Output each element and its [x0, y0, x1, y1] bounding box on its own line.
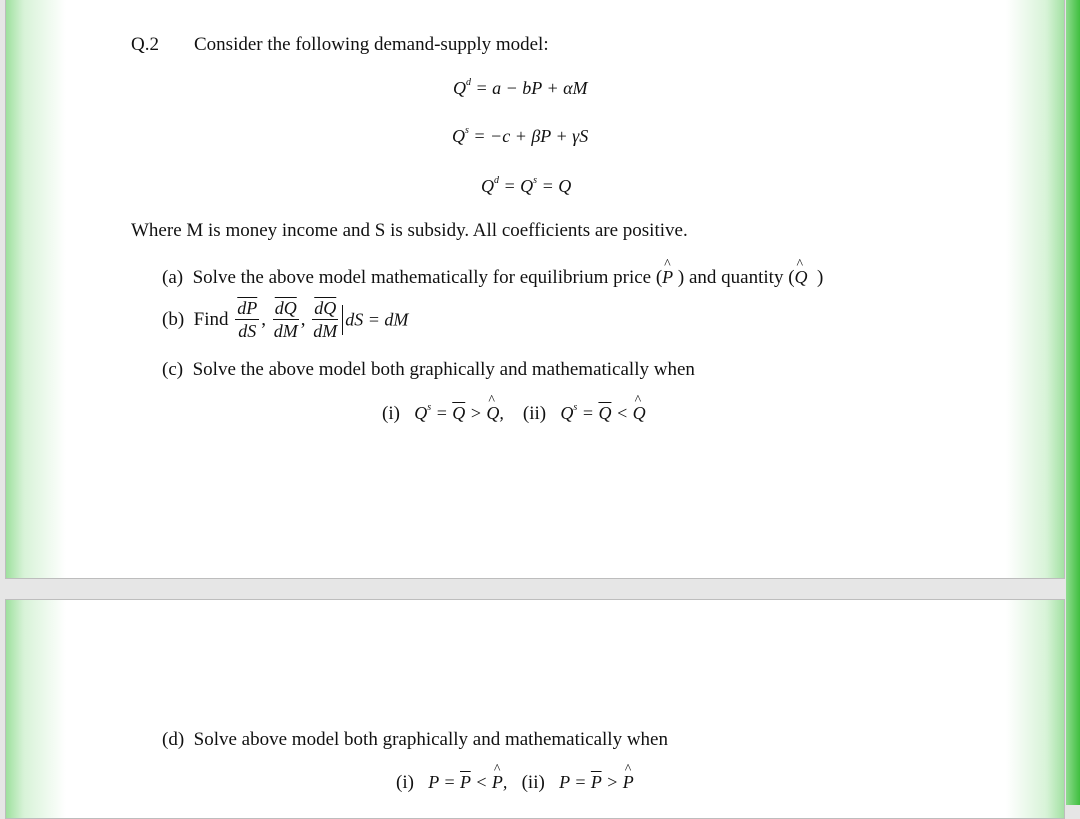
document-page-2: [5, 599, 1065, 819]
document-page-1: [5, 0, 1065, 579]
part-c-conditions: (i) $Q^s = \overline{Q}$ > ^ Q, (ii) $Q^s = \overline{Q}$ < ^ Q: [382, 404, 646, 423]
part-d: (d) Solve above model both graphically and mathematically when: [162, 729, 668, 750]
question-intro: Consider the following demand-supply model:: [194, 34, 549, 55]
fraction-dq-dm-2: $\frac{\overline{dQ}}{dM}$: [313, 298, 338, 341]
equation-supply: $Q^s = -c + \beta P + \gamma S$: [452, 125, 589, 146]
part-a: (a) Solve the above model mathematically for equilibrium price (^ P ) and quantity (^ Q ): [162, 268, 823, 287]
question-number: Q.2: [131, 34, 159, 55]
model-statement: Where M is money income and S is subsidy. All coefficients are positive.: [131, 220, 688, 241]
part-b: (b) Find $\frac{\overline{dP}}{dS}$ , $\frac{\overline{dQ}}{dM}$ , $\frac{\overline{dQ}}{dM}$ dS = dM: [162, 298, 409, 341]
equation-demand: $Q^d = a$ − bP + αM: [453, 77, 588, 98]
part-c: (c) Solve the above model both graphically and mathematically when: [162, 359, 695, 380]
equation-equilibrium: $Q^d = Q^s = Q$: [481, 175, 572, 196]
scrollbar-strip[interactable]: [1066, 0, 1080, 805]
part-d-conditions: (i) $P = \overline{P}$ < ^ P, (ii) $P = \overline{P}$ > ^ P: [396, 773, 634, 792]
fraction-dp-ds: $\frac{\overline{dP}}{dS}$: [237, 298, 258, 341]
fraction-dq-dm: $\frac{\overline{dQ}}{dM}$: [273, 298, 298, 341]
